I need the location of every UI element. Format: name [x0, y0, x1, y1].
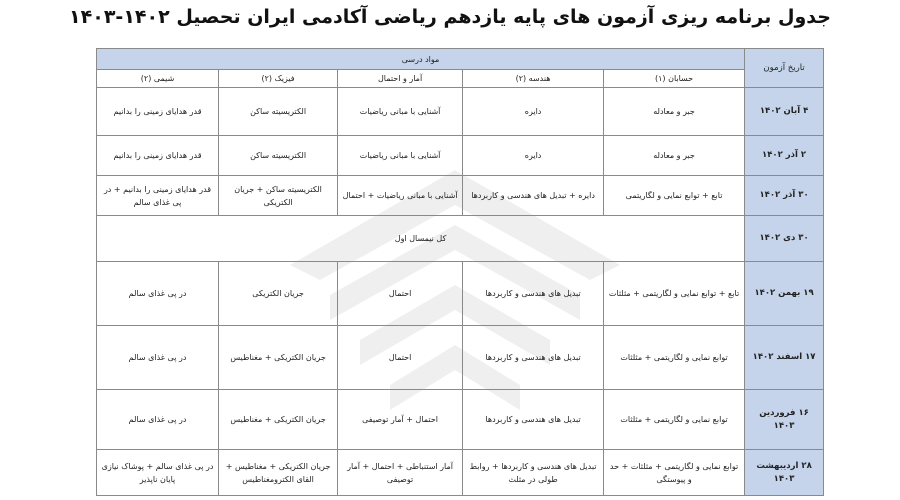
table-row	[97, 262, 824, 326]
table-cell: جبر و معادله	[604, 136, 745, 176]
table-cell: قدر هدایای زمینی را بدانیم	[97, 136, 219, 176]
table-cell: آشنایی با مبانی ریاضیات	[338, 88, 463, 136]
table-cell: جریان الکتریکی + مغناطیس + القای الکترومغناطیس	[219, 450, 338, 496]
table-row	[97, 216, 824, 262]
table-cell: تبدیل های هندسی و کاربردها	[463, 390, 604, 450]
table-cell: قدر هدایای زمینی را بدانیم	[97, 88, 219, 136]
date-column-header: تاریخ آزمون	[745, 49, 824, 88]
exam-date: ۲ آذر ۱۴۰۲	[745, 136, 824, 176]
table-cell: توابع نمایی و لگاریتمی + مثلثات + حد و پیوستگی	[604, 450, 745, 496]
subject-header: هندسه (۲)	[463, 70, 604, 88]
table-cell: احتمال	[338, 262, 463, 326]
table-cell: آشنایی با مبانی ریاضیات	[338, 136, 463, 176]
table-row	[97, 326, 824, 390]
exam-date: ۱۶ فروردین ۱۴۰۳	[745, 390, 824, 450]
table-cell: دایره	[463, 136, 604, 176]
page-title: جدول برنامه ریزی آزمون های پایه یازدهم ریاضی آکادمی ایران تحصیل ۱۴۰۲-۱۴۰۳	[69, 6, 831, 28]
table-cell: دایره	[463, 88, 604, 136]
table-cell: در پی غذای سالم + پوشاک نیازی پایان ناپذیر	[97, 450, 219, 496]
table-cell: جبر و معادله	[604, 88, 745, 136]
exam-date: ۴ آبان ۱۴۰۲	[745, 88, 824, 136]
table-row	[97, 88, 824, 136]
table-cell: جریان الکتریکی + مغناطیس	[219, 326, 338, 390]
table-cell: احتمال + آمار توصیفی	[338, 390, 463, 450]
table-cell: توابع نمایی و لگاریتمی + مثلثات	[604, 326, 745, 390]
table-cell: الکتریسیته ساکن	[219, 136, 338, 176]
subject-header: فیزیک (۲)	[219, 70, 338, 88]
exam-date: ۱۷ اسفند ۱۴۰۲	[745, 326, 824, 390]
table-cell: توابع نمایی و لگاریتمی + مثلثات	[604, 390, 745, 450]
exam-schedule-table	[96, 48, 824, 496]
merged-cell: کل نیمسال اول	[97, 216, 745, 262]
table-cell: جریان الکتریکی	[219, 262, 338, 326]
exam-date: ۳۰ دی ۱۴۰۲	[745, 216, 824, 262]
table-row	[97, 176, 824, 216]
table-cell: جریان الکتریکی + مغناطیس	[219, 390, 338, 450]
table-row	[97, 450, 824, 496]
table-cell: احتمال	[338, 326, 463, 390]
table-cell: تابع + توابع نمایی و لگاریتمی	[604, 176, 745, 216]
subject-header: آمار و احتمال	[338, 70, 463, 88]
table-row	[97, 136, 824, 176]
table-cell: تبدیل های هندسی و کاربردها + روابط طولی در مثلث	[463, 450, 604, 496]
subjects-group-header: مواد درسی	[97, 49, 745, 70]
exam-date: ۱۹ بهمن ۱۴۰۲	[745, 262, 824, 326]
table-cell: الکتریسیته ساکن	[219, 88, 338, 136]
subject-header: حسابان (۱)	[604, 70, 745, 88]
subject-header: شیمی (۲)	[97, 70, 219, 88]
table-row	[97, 390, 824, 450]
table-cell: تابع + توابع نمایی و لگاریتمی + مثلثات	[604, 262, 745, 326]
exam-date: ۳۰ آذر ۱۴۰۲	[745, 176, 824, 216]
table-cell: قدر هدایای زمینی را بدانیم + در پی غذای سالم	[97, 176, 219, 216]
table-cell: آمار استنباطی + احتمال + آمار توصیفی	[338, 450, 463, 496]
table-cell: آشنایی با مبانی ریاضیات + احتمال	[338, 176, 463, 216]
table-cell: در پی غذای سالم	[97, 326, 219, 390]
table-cell: الکتریسیته ساکن + جریان الکتریکی	[219, 176, 338, 216]
exam-date: ۲۸ اردیبهشت ۱۴۰۳	[745, 450, 824, 496]
table-cell: در پی غذای سالم	[97, 390, 219, 450]
table-cell: دایره + تبدیل های هندسی و کاربردها	[463, 176, 604, 216]
table-cell: تبدیل های هندسی و کاربردها	[463, 326, 604, 390]
table-cell: در پی غذای سالم	[97, 262, 219, 326]
table-cell: تبدیل های هندسی و کاربردها	[463, 262, 604, 326]
